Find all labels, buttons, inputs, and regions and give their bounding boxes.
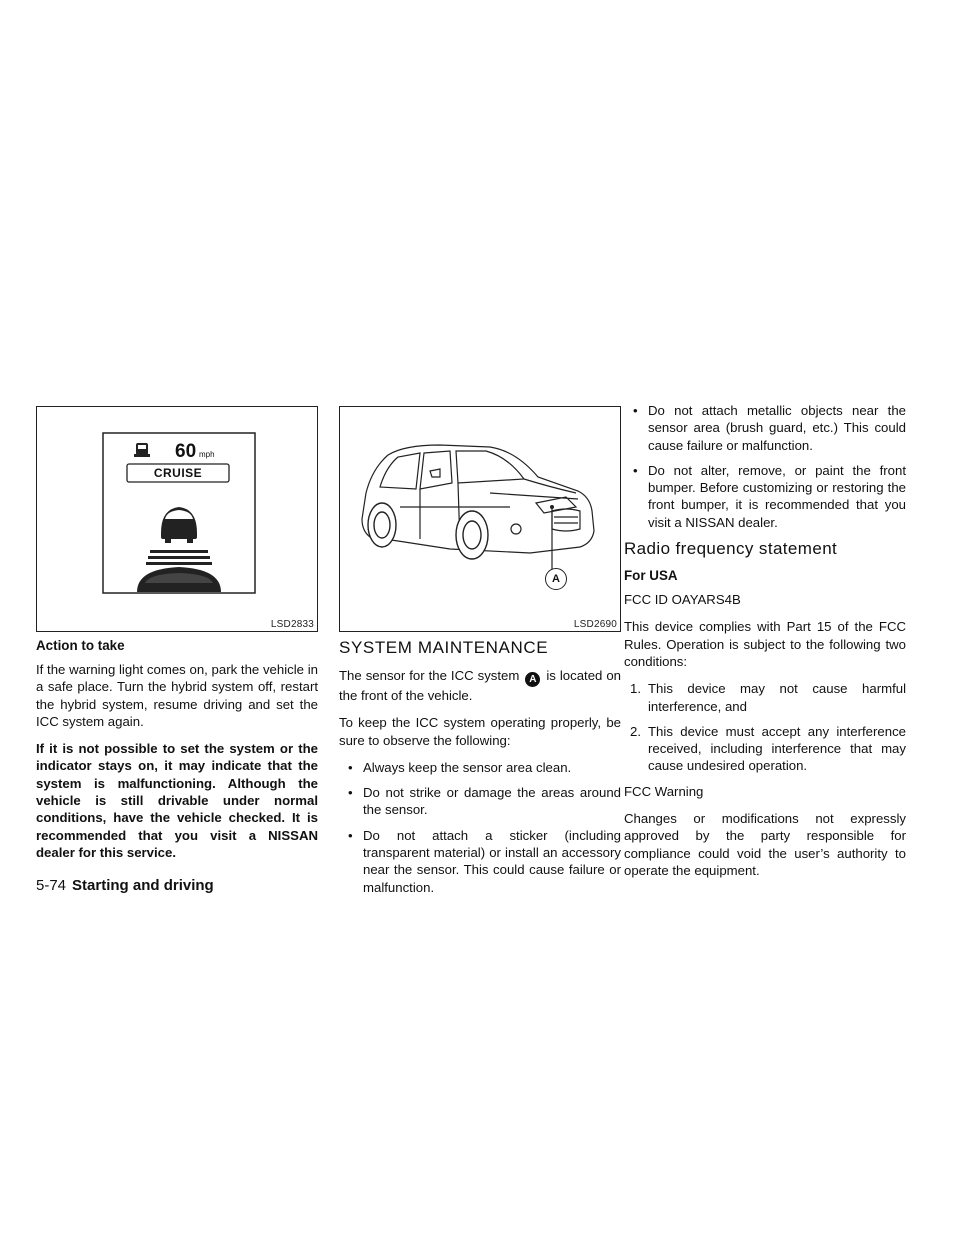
item-text: This device may not cause harmful interference, and [648,681,906,714]
list-item [624,680,906,715]
list-item: • Do not attach a sticker (including transparent material) or install an accessory near the sensor. This could cause failure or malfunction. [339,827,621,896]
figure-code: LSD2833 [270,619,314,630]
footer-section-name: Starting and driving [72,877,214,894]
fcc-id: FCC ID OAYARS4B [624,592,741,608]
fcc-warning-label: FCC Warning [624,783,704,799]
action-text: If the warning light comes on, park the vehicle in a safe place. Turn the hybrid system off, restart the hybrid system, resume driving and set the ICC system again. [36,662,318,729]
vehicle-illustration [340,407,620,631]
left-column [36,406,318,871]
fcc-warning-text: Changes or modifications not expressly approved by the party responsible for compliance could void the user’s authority to operate the equipment. [624,811,906,878]
page-number: 5-74 [36,877,67,894]
vehicle-ahead-icon [134,443,150,457]
middle-column [339,406,621,904]
maintenance-list-continued [624,402,906,531]
list-item: • Do not attach metallic objects near the sensor area (brush guard, etc.) This could cause failure or malfunction. [624,402,906,454]
cruise-display-figure [36,406,318,632]
speed-unit: mph [199,450,215,459]
cruise-display-illustration [37,407,317,631]
figure-code: LSD2690 [573,619,617,630]
cruise-label: CRUISE [153,466,203,480]
page-footer [36,877,214,894]
callout-a-marker: A [545,568,567,590]
distance-bars-icon [146,550,212,565]
list-item [624,723,906,775]
intro-before: The sensor for the ICC system [339,668,520,683]
right-column [624,402,906,889]
item-number: 1. [630,681,641,697]
item-number: 2. [630,723,641,739]
item-text: This device must accept any interference received, including interference that may cause undesired operation. [648,723,906,774]
speed-value: 60 [175,441,197,462]
warning-text: If it is not possible to set the system or the indicator stays on, it may indicate that the system is malfunctioning. Although the vehicle is still drivable under normal conditions, have the vehicle checked. It is recommended that you visit a NISSAN dealer for this service. [36,741,318,860]
section-title-radio: Radio frequency statement [624,539,838,559]
sensor-location-text [339,667,621,704]
action-heading: Action to take [36,638,125,653]
maintenance-list [339,759,621,896]
keep-operating-text: To keep the ICC system operating properly, be sure to observe the following: [339,715,621,748]
wheels [368,503,488,559]
region-heading: For USA [624,568,678,584]
compliance-text: This device complies with Part 15 of the FCC Rules. Operation is subject to the following two conditions: [624,619,906,669]
list-item: • Always keep the sensor area clean. [339,759,621,776]
vehicle-sensor-figure [339,406,621,632]
list-item: • Do not strike or damage the areas around the sensor. [339,784,621,819]
conditions-list [624,680,906,774]
intro-after: is located on the front of the vehicle. [339,668,622,703]
list-item: • Do not alter, remove, or paint the front bumper. Before customizing or restoring the front bumper, it is recommended that you visit a NISSAN dealer. [624,462,906,531]
callout-a-inline: A [525,672,540,687]
section-title-maintenance: SYSTEM MAINTENANCE [339,638,549,657]
